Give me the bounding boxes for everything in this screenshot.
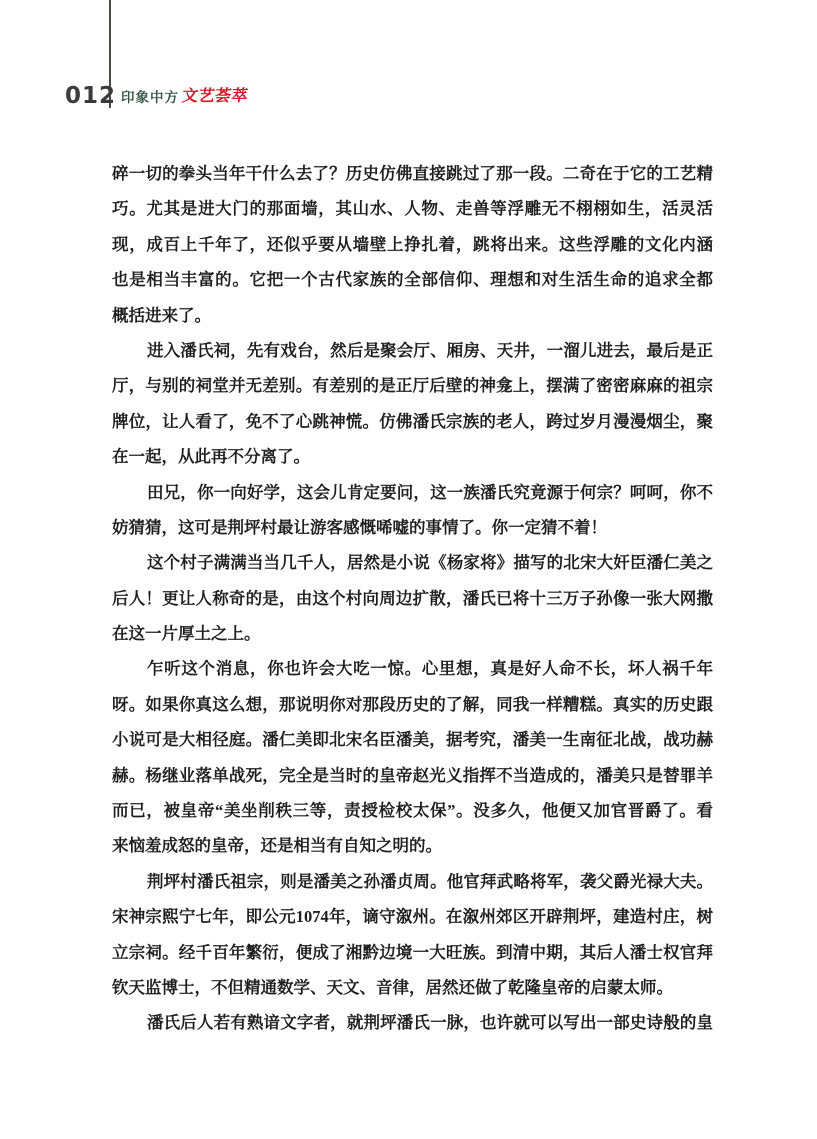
chapter-section-title: 文艺荟萃 [180, 88, 250, 105]
text-line: 后人！更让人称奇的是，由这个村向周边扩散，潘氏已将十三万子孙像一张大网撒 [112, 588, 713, 608]
paragraph [112, 545, 713, 651]
text-line: 来恼羞成怒的皇帝，还是相当有自知之明的。 [112, 836, 442, 856]
text-line: 妨猜猜，这可是荆坪村最让游客感慨唏嘘的事情了。你一定猜不着！ [112, 517, 607, 537]
text-line: 宋神宗熙宁七年，即公元1074年，谪守溆州。在溆州郊区开辟荆坪，建造村庄，树 [112, 907, 713, 927]
text-line: 呀。如果你真这么想，那说明你对那段历史的了解，同我一样糟糕。真实的历史跟 [112, 694, 713, 714]
text-line: 进入潘氏祠，先有戏台，然后是聚会厅、厢房、天井，一溜儿进去，最后是正 [147, 340, 713, 360]
paragraph [112, 1005, 713, 1040]
text-line: 小说可是大相径庭。潘仁美即北宋名臣潘美，据考究，潘美一生南征北战，战功赫 [112, 730, 713, 750]
text-line: 现，成百上千年了，还似乎要从墙壁上挣扎着，跳将出来。这些浮雕的文化内涵 [112, 234, 713, 254]
text-line: 牌位，让人看了，免不了心跳神慌。仿佛潘氏宗族的老人，跨过岁月漫漫烟尘，聚 [112, 411, 713, 431]
book-series-title: 印象中方 [121, 90, 179, 105]
text-line: 厅，与别的祠堂并无差别。有差别的是正厅后壁的神龛上，摆满了密密麻麻的祖宗 [112, 376, 713, 396]
paragraph [112, 475, 713, 546]
text-line: 在这一片厚土之上。 [112, 624, 261, 644]
text-line: 碎一切的拳头当年干什么去了？历史仿佛直接跳过了那一段。二奇在于它的工艺精 [112, 164, 713, 183]
text-line: 赫。杨继业落单战死，完全是当时的皇帝赵光义指挥不当造成的，潘美只是替罪羊 [112, 765, 713, 785]
text-line: 在一起，从此再不分离了。 [112, 447, 310, 467]
paragraph [112, 156, 713, 333]
text-line: 钦天监博士，不但精通数学、天文、音律，居然还做了乾隆皇帝的启蒙太师。 [112, 977, 673, 997]
paragraph [112, 651, 713, 863]
text-line: 田兄，你一向好学，这会儿肯定要问，这一族潘氏究竟源于何宗？呵呵，你不 [147, 482, 713, 502]
body-text [112, 156, 713, 1041]
text-line: 潘氏后人若有熟谙文字者，就荆坪潘氏一脉，也许就可以写出一部史诗般的皇 [147, 1013, 713, 1033]
paragraph [112, 333, 713, 475]
text-line: 荆坪村潘氏祖宗，则是潘美之孙潘贞周。他官拜武略将军，袭父爵光禄大夫。 [147, 871, 713, 891]
text-line: 立宗祠。经千百年繁衍，便成了湘黔边境一大旺族。到清中期，其后人潘士权官拜 [112, 942, 713, 962]
text-line: 而已，被皇帝“美坐削秩三等，责授检校太保”。没多久，他便又加官晋爵了。看 [112, 801, 713, 821]
text-line: 乍听这个消息，你也许会大吃一惊。心里想，真是好人命不长，坏人祸千年 [147, 659, 713, 679]
text-line: 巧。尤其是进大门的那面墙，其山水、人物、走兽等浮雕无不栩栩如生，活灵活 [112, 199, 713, 219]
page-number: 012 [65, 83, 117, 109]
text-line: 这个村子满满当当几千人，居然是小说《杨家将》描写的北宋大奸臣潘仁美之 [147, 553, 713, 573]
text-line: 概括进来了。 [112, 305, 211, 325]
paragraph [112, 864, 713, 1006]
text-line: 也是相当丰富的。它把一个古代家族的全部信仰、理想和对生活生命的追求全都 [112, 270, 713, 290]
